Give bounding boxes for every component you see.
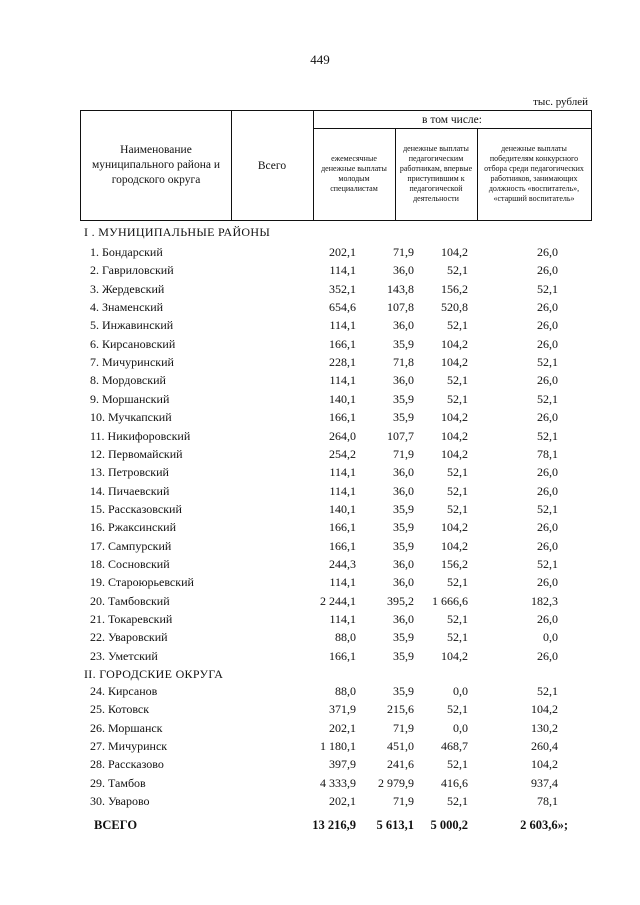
row-value-c3: 26,0 [537, 484, 558, 498]
row-value-c2: 104,2 [441, 337, 468, 351]
row-value-total: 1 180,1 [320, 739, 356, 753]
row-value-total: 114,1 [329, 373, 356, 387]
row-value-total: 114,1 [329, 612, 356, 626]
row-value-c2: 52,1 [447, 392, 468, 406]
row-value-total: 244,3 [329, 557, 356, 571]
row-value-total: 264,0 [329, 429, 356, 443]
table-row [84, 427, 592, 445]
row-name: 22. Уваровский [90, 630, 168, 644]
row-value-c2: 104,2 [441, 447, 468, 461]
table-row [84, 555, 592, 573]
row-value-total: 371,9 [329, 702, 356, 716]
table-row [84, 390, 592, 408]
table-row [84, 647, 592, 665]
row-value-c1: 36,0 [393, 318, 414, 332]
row-value-c3: 26,0 [537, 373, 558, 387]
row-value-c1: 35,9 [393, 649, 414, 663]
table-header [80, 110, 592, 221]
table-row [84, 316, 592, 334]
row-name: 21. Токаревский [90, 612, 173, 626]
row-value-total: 166,1 [329, 649, 356, 663]
row-name: 23. Уметский [90, 649, 158, 663]
row-value-c2: 52,1 [447, 702, 468, 716]
row-value-c1: 35,9 [393, 684, 414, 698]
row-value-c2: 104,2 [441, 355, 468, 369]
row-name: 3. Жердевский [90, 282, 165, 296]
row-value-c2: 104,2 [441, 410, 468, 424]
row-value-total: 202,1 [329, 794, 356, 808]
row-value-total: 114,1 [329, 575, 356, 589]
row-value-c1: 35,9 [393, 520, 414, 534]
row-value-c3: 2 603,6»; [520, 818, 568, 832]
row-value-c1: 35,9 [393, 392, 414, 406]
row-value-c3: 26,0 [537, 575, 558, 589]
row-value-c1: 36,0 [393, 465, 414, 479]
row-value-c2: 52,1 [447, 502, 468, 516]
row-name: 19. Староюрьевский [90, 575, 194, 589]
row-value-total: 202,1 [329, 245, 356, 259]
row-value-c1: 35,9 [393, 337, 414, 351]
row-value-c1: 35,9 [393, 539, 414, 553]
row-value-total: 88,0 [335, 684, 356, 698]
row-value-c1: 71,9 [393, 245, 414, 259]
row-name: 17. Сампурский [90, 539, 172, 553]
row-value-c1: 143,8 [387, 282, 414, 296]
row-value-c1: 215,6 [387, 702, 414, 716]
table-row [84, 298, 592, 316]
row-value-c2: 0,0 [453, 684, 468, 698]
row-value-c1: 395,2 [387, 594, 414, 608]
row-value-c3: 26,0 [537, 612, 558, 626]
row-value-c3: 78,1 [537, 794, 558, 808]
table-row [84, 792, 592, 810]
row-value-c2: 104,2 [441, 649, 468, 663]
row-value-c2: 52,1 [447, 373, 468, 387]
header-sub3: денежные выплаты победителям конкурсного отбора среди педагогических работников, занимающих должность «воспитатель», «старший воспитатель» [484, 144, 584, 203]
section-title: I . МУНИЦИПАЛЬНЫЕ РАЙОНЫ [84, 225, 271, 239]
row-value-c3: 52,1 [537, 355, 558, 369]
row-value-total: 114,1 [329, 465, 356, 479]
header-including: в том числе: [422, 113, 482, 126]
row-value-c2: 52,1 [447, 575, 468, 589]
table-row [84, 573, 592, 591]
row-value-c3: 26,0 [537, 649, 558, 663]
row-value-total: 88,0 [335, 630, 356, 644]
row-value-c3: 26,0 [537, 245, 558, 259]
row-value-c3: 0,0 [543, 630, 558, 644]
row-value-c2: 52,1 [447, 757, 468, 771]
row-value-c1: 36,0 [393, 484, 414, 498]
row-value-total: 166,1 [329, 410, 356, 424]
table-row [84, 243, 592, 261]
row-value-c1: 36,0 [393, 373, 414, 387]
row-value-c3: 26,0 [537, 520, 558, 534]
row-name: 24. Кирсанов [90, 684, 158, 698]
row-value-c1: 36,0 [393, 612, 414, 626]
table-row [84, 353, 592, 371]
row-value-c3: 26,0 [537, 539, 558, 553]
row-value-c2: 104,2 [441, 520, 468, 534]
table-row [84, 628, 592, 646]
row-value-c1: 35,9 [393, 630, 414, 644]
row-value-c2: 52,1 [447, 794, 468, 808]
row-value-c1: 36,0 [393, 263, 414, 277]
row-value-c3: 52,1 [537, 282, 558, 296]
row-value-c2: 52,1 [447, 630, 468, 644]
row-value-c2: 1 666,6 [432, 594, 468, 608]
row-value-c3: 104,2 [531, 702, 558, 716]
row-value-c2: 52,1 [447, 612, 468, 626]
row-value-c1: 71,9 [393, 721, 414, 735]
row-value-c1: 241,6 [387, 757, 414, 771]
header-sub2: денежные выплаты педагогическим работникам, впервые приступившим к педагогической деятельности [399, 144, 473, 203]
header-sub1: ежемесячные денежные выплаты молодым специалистам [321, 154, 387, 193]
row-value-total: 352,1 [329, 282, 356, 296]
row-name: ВСЕГО [94, 818, 138, 832]
table-row [84, 518, 592, 536]
row-value-total: 397,9 [329, 757, 356, 771]
row-value-c3: 104,2 [531, 757, 558, 771]
row-value-total: 114,1 [329, 263, 356, 277]
row-name: 7. Мичуринский [90, 355, 174, 369]
row-value-total: 13 216,9 [312, 818, 356, 832]
row-name: 20. Тамбовский [90, 594, 170, 608]
row-name: 25. Котовск [90, 702, 150, 716]
row-value-c2: 52,1 [447, 465, 468, 479]
row-name: 16. Ржаксинский [90, 520, 176, 534]
table-row [84, 371, 592, 389]
row-value-total: 166,1 [329, 539, 356, 553]
row-value-c1: 36,0 [393, 557, 414, 571]
row-value-total: 140,1 [329, 502, 356, 516]
row-value-c3: 52,1 [537, 684, 558, 698]
row-value-c2: 156,2 [441, 282, 468, 296]
table-row [84, 682, 592, 700]
row-name: 30. Уварово [90, 794, 150, 808]
table-row [84, 537, 592, 555]
row-value-c2: 52,1 [447, 263, 468, 277]
row-value-c3: 52,1 [537, 392, 558, 406]
row-value-c1: 2 979,9 [378, 776, 414, 790]
row-value-total: 114,1 [329, 484, 356, 498]
row-value-c3: 26,0 [537, 337, 558, 351]
table-row [84, 500, 592, 518]
row-value-c2: 104,2 [441, 539, 468, 553]
row-value-c3: 26,0 [537, 300, 558, 314]
row-value-c2: 52,1 [447, 484, 468, 498]
table-row [84, 408, 592, 426]
row-value-c1: 71,8 [393, 355, 414, 369]
row-name: 28. Рассказово [90, 757, 164, 771]
row-value-total: 166,1 [329, 337, 356, 351]
row-value-c1: 36,0 [393, 575, 414, 589]
row-value-c1: 71,9 [393, 794, 414, 808]
row-value-total: 4 333,9 [320, 776, 356, 790]
table-row [84, 445, 592, 463]
row-value-c3: 26,0 [537, 263, 558, 277]
row-value-c3: 78,1 [537, 447, 558, 461]
row-name: 1. Бондарский [90, 245, 163, 259]
row-name: 4. Знаменский [90, 300, 164, 314]
row-value-c3: 52,1 [537, 557, 558, 571]
row-name: 29. Тамбов [90, 776, 146, 790]
table-row [84, 335, 592, 353]
row-value-total: 254,2 [329, 447, 356, 461]
row-value-c1: 451,0 [387, 739, 414, 753]
row-value-c2: 52,1 [447, 318, 468, 332]
row-name: 27. Мичуринск [90, 739, 168, 753]
row-value-c1: 35,9 [393, 502, 414, 516]
row-name: 6. Кирсановский [90, 337, 176, 351]
row-value-c3: 937,4 [531, 776, 558, 790]
total-row [84, 816, 592, 834]
section-title: II. ГОРОДСКИЕ ОКРУГА [84, 667, 224, 681]
row-value-c3: 26,0 [537, 318, 558, 332]
row-value-c1: 35,9 [393, 410, 414, 424]
table-row [84, 280, 592, 298]
row-value-c2: 5 000,2 [430, 818, 468, 832]
row-value-c3: 52,1 [537, 429, 558, 443]
row-value-c2: 104,2 [441, 429, 468, 443]
row-name: 5. Инжавинский [90, 318, 174, 332]
row-value-c3: 182,3 [531, 594, 558, 608]
table-row [84, 592, 592, 610]
row-name: 11. Никифоровский [90, 429, 191, 443]
row-value-total: 228,1 [329, 355, 356, 369]
row-value-c1: 107,8 [387, 300, 414, 314]
row-value-c2: 416,6 [441, 776, 468, 790]
table-row [84, 737, 592, 755]
row-value-c1: 107,7 [387, 429, 414, 443]
row-value-c3: 26,0 [537, 410, 558, 424]
units-label: тыс. рублей [533, 96, 588, 108]
row-value-c2: 520,8 [441, 300, 468, 314]
table-row [84, 261, 592, 279]
row-value-total: 2 244,1 [320, 594, 356, 608]
table-row [84, 755, 592, 773]
row-value-c2: 104,2 [441, 245, 468, 259]
row-value-c3: 130,2 [531, 721, 558, 735]
row-value-total: 654,6 [329, 300, 356, 314]
row-name: 2. Гавриловский [90, 263, 174, 277]
row-value-c2: 156,2 [441, 557, 468, 571]
header-total-col: Всего [257, 159, 287, 172]
table-row [84, 463, 592, 481]
row-value-total: 166,1 [329, 520, 356, 534]
row-name: 26. Моршанск [90, 721, 163, 735]
table-row [84, 482, 592, 500]
row-name: 14. Пичаевский [90, 484, 170, 498]
header-name-col: Наименование муниципального района и городского округа [92, 144, 220, 186]
page-number: 449 [310, 52, 330, 67]
row-value-total: 140,1 [329, 392, 356, 406]
row-name: 12. Первомайский [90, 447, 183, 461]
row-name: 10. Мучкапский [90, 410, 172, 424]
row-value-c2: 468,7 [441, 739, 468, 753]
row-name: 9. Моршанский [90, 392, 170, 406]
row-value-c1: 5 613,1 [376, 818, 414, 832]
row-name: 18. Сосновский [90, 557, 170, 571]
row-value-c3: 26,0 [537, 465, 558, 479]
row-name: 13. Петровский [90, 465, 169, 479]
row-name: 8. Мордовский [90, 373, 166, 387]
row-value-c3: 260,4 [531, 739, 558, 753]
row-value-c1: 71,9 [393, 447, 414, 461]
table-row [84, 700, 592, 718]
row-value-total: 114,1 [329, 318, 356, 332]
table-row [84, 610, 592, 628]
row-value-c3: 52,1 [537, 502, 558, 516]
row-value-total: 202,1 [329, 721, 356, 735]
row-name: 15. Рассказовский [90, 502, 182, 516]
table-row [84, 774, 592, 792]
table-row [84, 719, 592, 737]
row-value-c2: 0,0 [453, 721, 468, 735]
